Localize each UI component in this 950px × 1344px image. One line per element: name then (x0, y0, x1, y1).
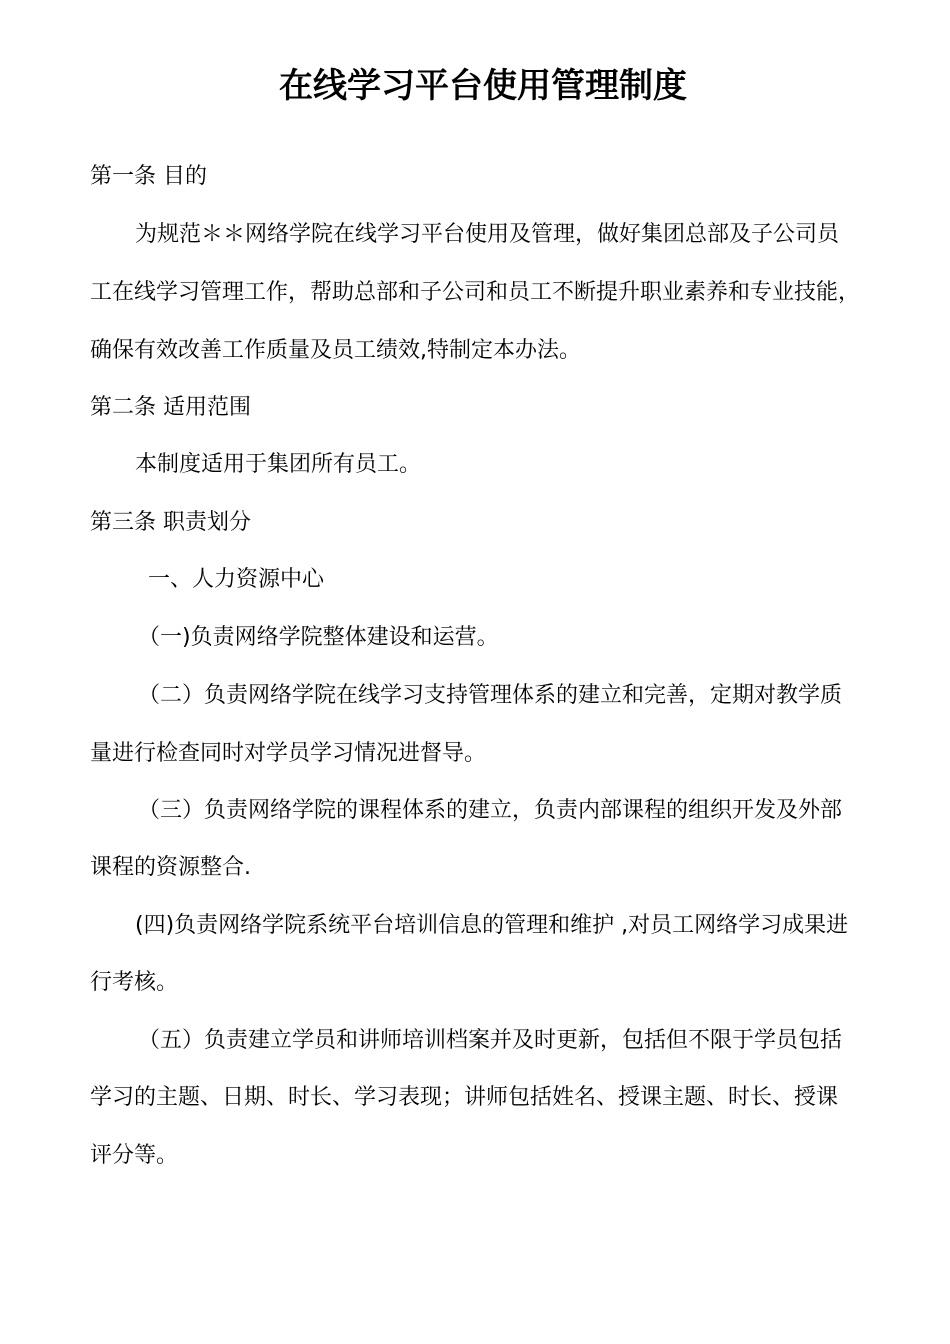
paragraph-line: 量进行检查同时对学员学习情况进督导。 (90, 741, 487, 766)
paragraph-line: 行考核。 (90, 970, 179, 995)
list-item: （三）负责网络学院的课程体系的建立，负责内部课程的组织开发及外部 (138, 798, 843, 823)
list-item: （一)负责网络学院整体建设和运营。 (138, 625, 499, 650)
paragraph-line: 工在线学习管理工作，帮助总部和子公司和员工不断提升职业素养和专业技能， (90, 280, 861, 305)
list-item: （二）负责网络学院在线学习支持管理体系的建立和完善，定期对教学质 (138, 683, 843, 708)
paragraph-line: 学习的主题、日期、时长、学习表现；讲师包括姓名、授课主题、时长、授课 (90, 1085, 839, 1110)
paragraph-line: 评分等。 (90, 1143, 179, 1168)
list-item: (四)负责网络学院系统平台培训信息的管理和维护 ,对员工网络学习成果进 (135, 913, 849, 938)
article-3-heading: 第三条 职责划分 (90, 510, 251, 535)
article-1-heading: 第一条 目的 (90, 164, 207, 189)
list-item: （五）负责建立学员和讲师培训档案并及时更新，包括但不限于学员包括 (138, 1028, 843, 1053)
paragraph-line: 为规范＊＊网络学院在线学习平台使用及管理，做好集团总部及子公司员 (135, 222, 840, 247)
paragraph-line: 确保有效改善工作质量及员工绩效,特制定本办法。 (90, 338, 581, 363)
paragraph-line: 本制度适用于集团所有员工。 (135, 452, 422, 477)
section-heading: 一、人力资源中心 (148, 567, 325, 592)
document-title: 在线学习平台使用管理制度 (279, 66, 687, 106)
paragraph-line: 课程的资源整合. (90, 855, 251, 880)
article-2-heading: 第二条 适用范围 (90, 395, 251, 420)
